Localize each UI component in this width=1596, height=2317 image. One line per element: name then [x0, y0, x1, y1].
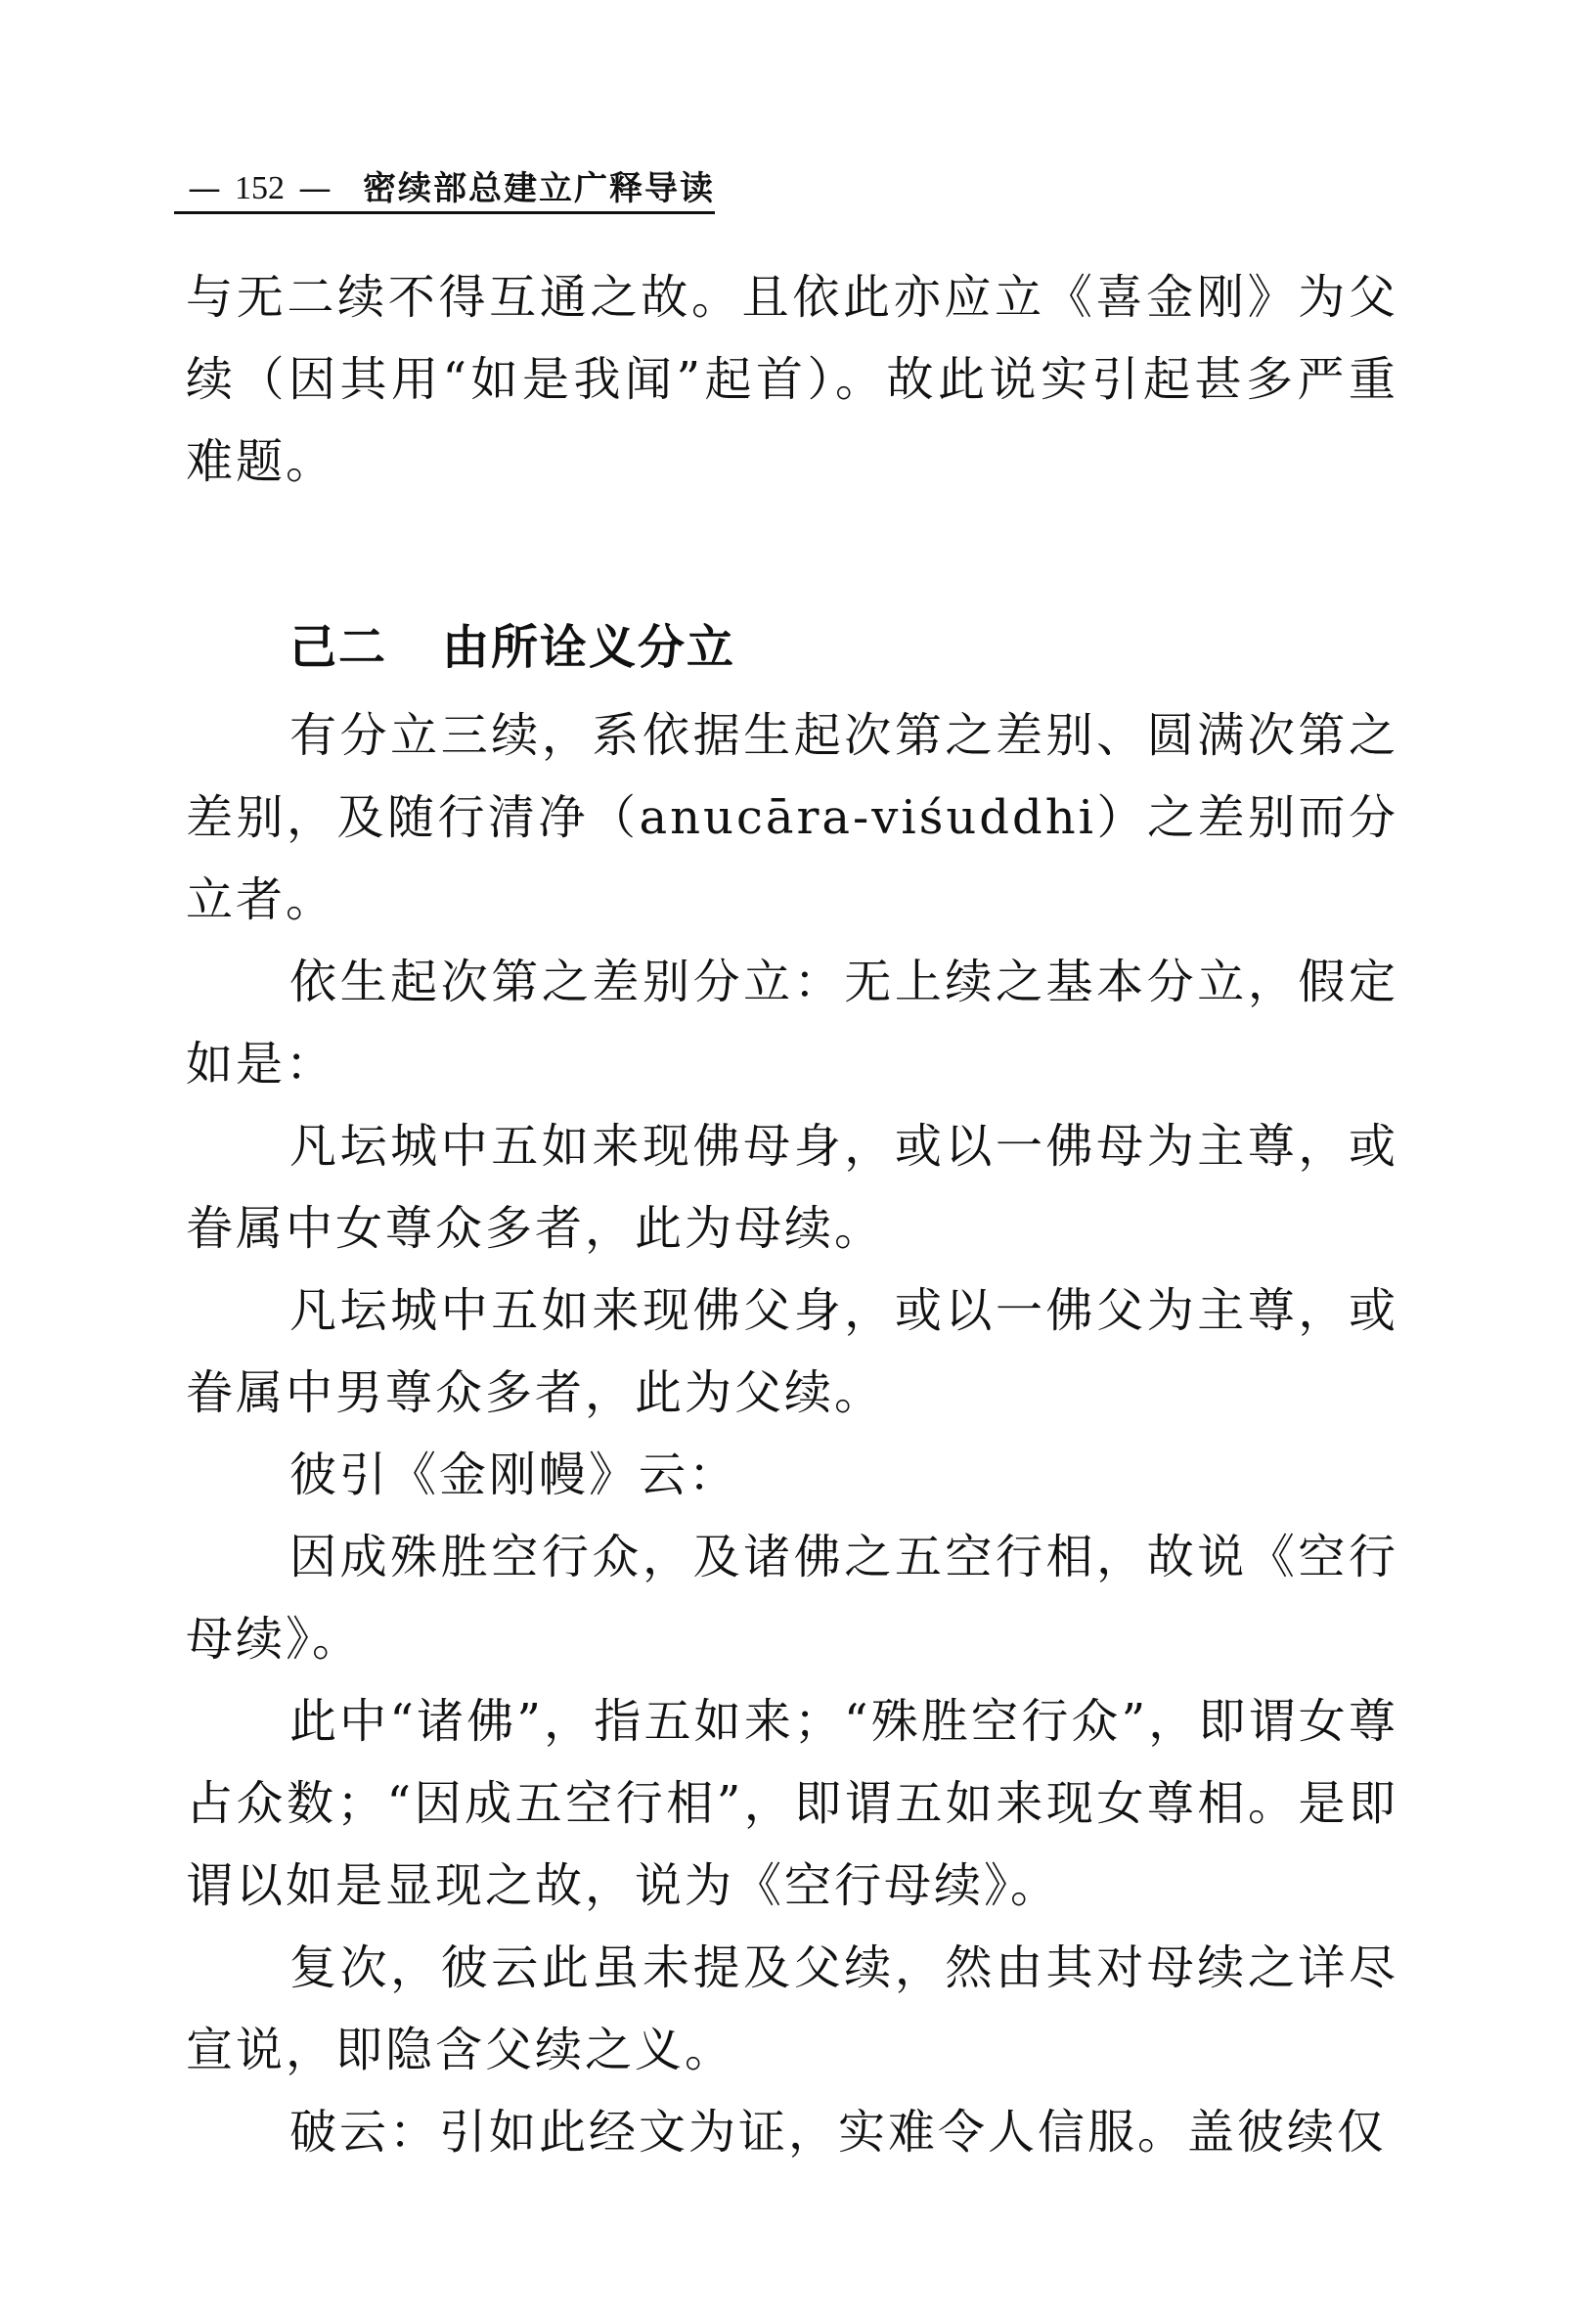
- running-header: [174, 155, 715, 214]
- paragraph: 有分立三续，系依据生起次第之差别、圆满次第之差别，及随行清净（anucāra-viśuddhi）之差别而分立者。: [186, 708, 1398, 927]
- paragraph: 破云：引如此经文为证，实难令人信服。盖彼续仅: [289, 2105, 1388, 2160]
- page-number: 152: [235, 170, 285, 206]
- paragraph: 彼引《金刚幔》云：: [289, 1448, 739, 1502]
- section-heading: [186, 606, 1398, 689]
- paragraph: 凡坛城中五如来现佛父身，或以一佛父为主尊，或眷属中男尊众多者，此为父续。: [186, 1283, 1398, 1420]
- book-title: 密续部总建立广释导读: [363, 169, 715, 208]
- section-title: 由所诠义分立: [442, 620, 736, 675]
- header-dash-right: —: [298, 169, 332, 208]
- paragraph-continued: 与无二续不得互通之故。且依此亦应立《喜金刚》为父续（因其用“如是我闻”起首）。故此说实引起甚多严重难题。: [186, 270, 1398, 489]
- quotation-paragraph: 因成殊胜空行众，及诸佛之五空行相，故说《空行母续》。: [186, 1530, 1398, 1667]
- page-body: [186, 256, 1398, 2173]
- paragraph: 复次，彼云此虽未提及父续，然由其对母续之详尽宣说，即隐含父续之义。: [186, 1940, 1398, 2077]
- paragraph: 依生起次第之差别分立：无上续之基本分立，假定如是：: [186, 955, 1398, 1092]
- paragraph: 凡坛城中五如来现佛母身，或以一佛母为主尊，或眷属中女尊众多者，此为母续。: [186, 1119, 1398, 1256]
- section-number: 己二: [289, 620, 388, 675]
- paragraph: 此中“诸佛”，指五如来；“殊胜空行众”，即谓女尊占众数；“因成五空行相”，即谓五如来现女尊相。是即谓以如是显现之故，说为《空行母续》。: [186, 1694, 1398, 1913]
- header-dash-left: —: [188, 169, 221, 208]
